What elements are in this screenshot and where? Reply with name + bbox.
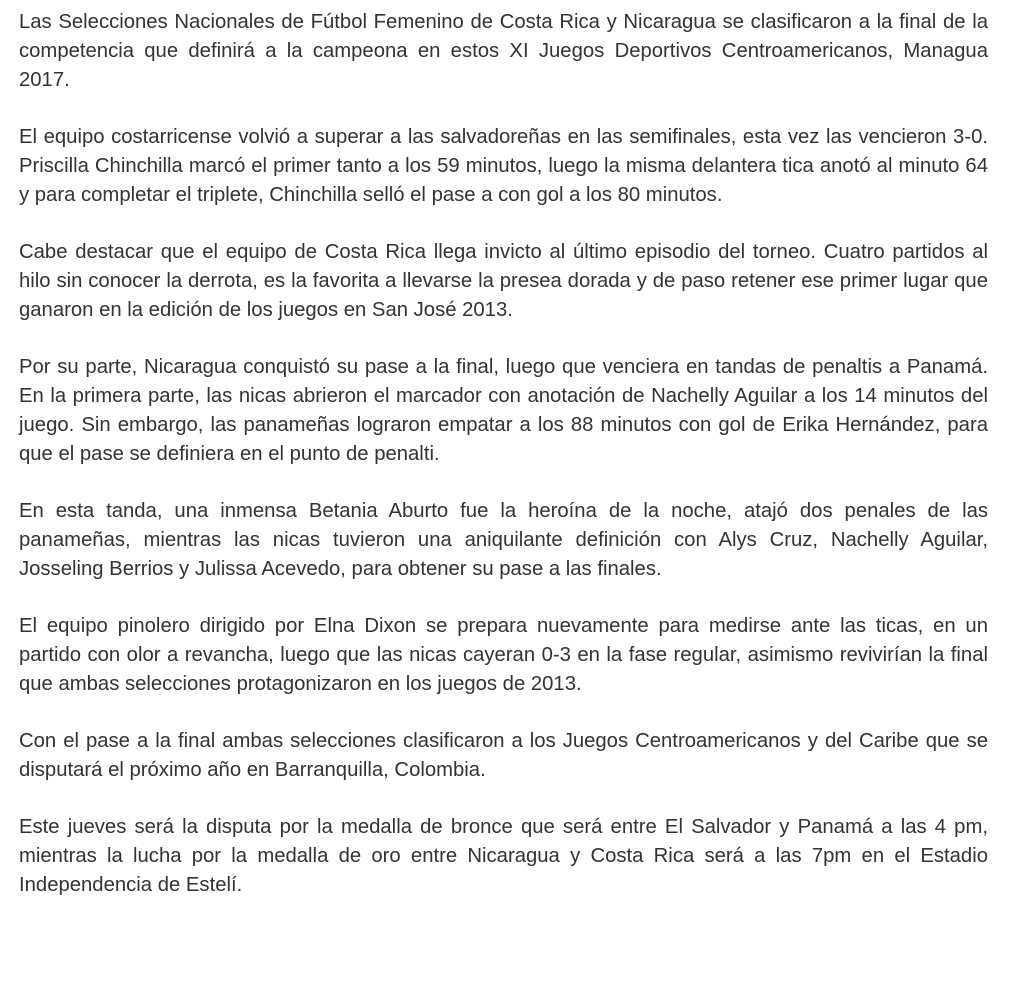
paragraph-finalists: Las Selecciones Nacionales de Fútbol Femenino de Costa Rica y Nicaragua se clasificaron a la final de la competencia que definirá a la campeona en estos XI Juegos Deportivos Centroamericanos, Managua 2017. [19, 11, 988, 91]
paragraph-costa-rica-unbeaten: Cabe destacar que el equipo de Costa Rica llega invicto al último episodio del torneo. Cuatro partidos al hilo sin conocer la derrota, es la favorita a llevarse la presea dorada y de paso retener ese primer lugar que ganaron en la edición de los juegos en San José 2013. [19, 241, 988, 321]
article-body [19, 8, 988, 928]
paragraph-qualification: Con el pase a la final ambas selecciones clasificaron a los Juegos Centroamericanos y del Caribe que se disputará el próximo año en Barranquilla, Colombia. [19, 730, 988, 781]
paragraph-costa-rica-semifinal: El equipo costarricense volvió a superar a las salvadoreñas en las semifinales, esta vez las vencieron 3-0. Priscilla Chinchilla marcó el primer tanto a los 59 minutos, luego la misma delantera tica anotó al minuto 64 y para completar el triplete, Chinchilla selló el pase a con gol a los 80 minutos. [19, 126, 988, 206]
paragraph-penalty-shootout: En esta tanda, una inmensa Betania Aburto fue la heroína de la noche, atajó dos penales de las panameñas, mientras las nicas tuvieron una aniquilante definición con Alys Cruz, Nachelly Aguilar, Josseling Berrios y Julissa Acevedo, para obtener su pase a las finales. [19, 500, 988, 580]
paragraph-rematch: El equipo pinolero dirigido por Elna Dixon se prepara nuevamente para medirse ante las ticas, en un partido con olor a revancha, luego que las nicas cayeran 0-3 en la fase regular, asimismo revivirían la final que ambas selecciones protagonizaron en los juegos de 2013. [19, 615, 988, 695]
paragraph-schedule: Este jueves será la disputa por la medalla de bronce que será entre El Salvador y Panamá a las 4 pm, mientras la lucha por la medalla de oro entre Nicaragua y Costa Rica será a las 7pm en el Estadio Independencia de Estelí. [19, 816, 988, 896]
paragraph-nicaragua-semifinal: Por su parte, Nicaragua conquistó su pase a la final, luego que venciera en tandas de penaltis a Panamá. En la primera parte, las nicas abrieron el marcador con anotación de Nachelly Aguilar a los 14 minutos del juego. Sin embargo, las panameñas lograron empatar a los 88 minutos con gol de Erika Hernández, para que el pase se definiera en el punto de penalti. [19, 356, 988, 465]
